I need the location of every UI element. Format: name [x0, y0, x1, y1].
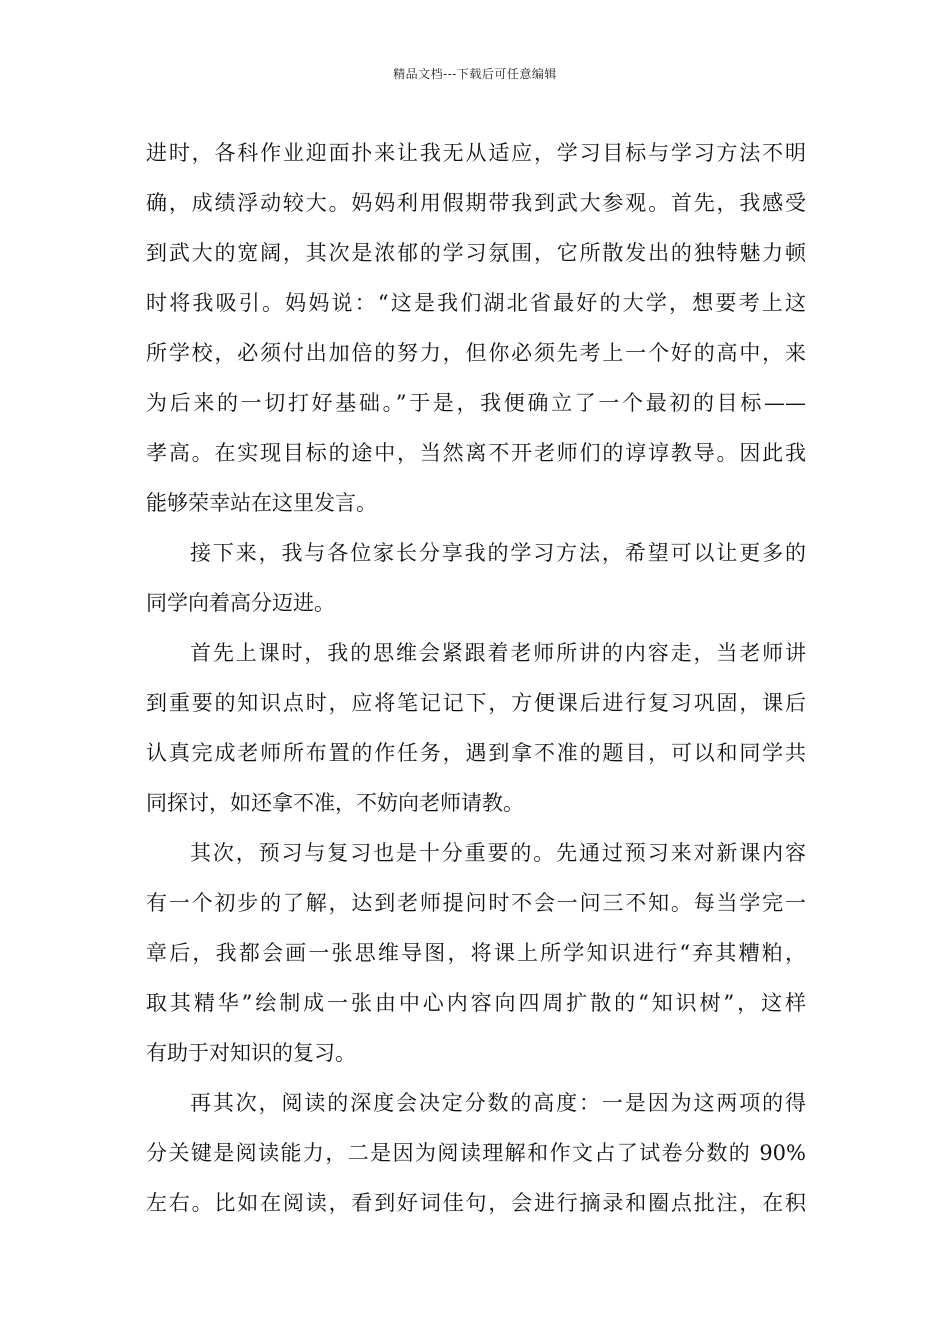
text-line: 再其次，阅读的深度会决定分数的高度：一是因为这两项的得 [190, 1091, 806, 1115]
text-line: 确，成绩浮动较大。妈妈利用假期带我到武大参观。首先，我感受 [146, 191, 806, 215]
page-header: 精品文档---下载后可任意编辑 [393, 67, 557, 81]
text-line: 到武大的宽阔，其次是浓郁的学习氛围，它所散发出的独特魅力顿 [146, 241, 806, 265]
paragraph-2 [146, 528, 806, 628]
text-line: 认真完成老师所布置的作任务，遇到拿不准的题目，可以和同学共 [146, 741, 806, 765]
text-line: 有一个初步的了解，达到老师提问时不会一问三不知。每当学完一 [146, 891, 806, 915]
paragraph-5 [146, 1078, 806, 1228]
text-line: 为后来的一切打好基础。”于是，我便确立了一个最初的目标—— [146, 391, 806, 415]
text-line: 所学校，必须付出加倍的努力，但你必须先考上一个好的高中，来 [146, 341, 806, 365]
text-line: 进时，各科作业迎面扑来让我无从适应，学习目标与学习方法不明 [146, 141, 806, 165]
text-line: 分关键是阅读能力，二是因为阅读理解和作文占了试卷分数的 90% [146, 1141, 806, 1165]
document-body [146, 128, 806, 1228]
text-line: 章后，我都会画一张思维导图，将课上所学知识进行“弃其糟粕， [146, 941, 806, 965]
text-line: 其次，预习与复习也是十分重要的。先通过预习来对新课内容 [190, 841, 806, 865]
text-line: 同学向着高分迈进。 [146, 591, 335, 615]
text-line: 首先上课时，我的思维会紧跟着老师所讲的内容走，当老师讲 [190, 641, 806, 665]
text-line: 有助于对知识的复习。 [146, 1041, 356, 1065]
paragraph-3 [146, 628, 806, 828]
text-line: 同探讨，如还拿不准，不妨向老师请教。 [146, 791, 524, 815]
text-line: 接下来，我与各位家长分享我的学习方法，希望可以让更多的 [190, 541, 806, 565]
paragraph-1 [146, 128, 806, 528]
text-line: 能够荣幸站在这里发言。 [146, 491, 377, 515]
text-line: 左右。比如在阅读，看到好词佳句，会进行摘录和圈点批注，在积 [146, 1191, 806, 1215]
text-line: 取其精华”绘制成一张由中心内容向四周扩散的“知识树”，这样 [146, 991, 806, 1015]
text-line: 时将我吸引。妈妈说：“这是我们湖北省最好的大学，想要考上这 [146, 291, 806, 315]
text-line: 孝高。在实现目标的途中，当然离不开老师们的谆谆教导。因此我 [146, 441, 806, 465]
text-line: 到重要的知识点时，应将笔记记下，方便课后进行复习巩固，课后 [146, 691, 806, 715]
paragraph-4 [146, 828, 806, 1078]
